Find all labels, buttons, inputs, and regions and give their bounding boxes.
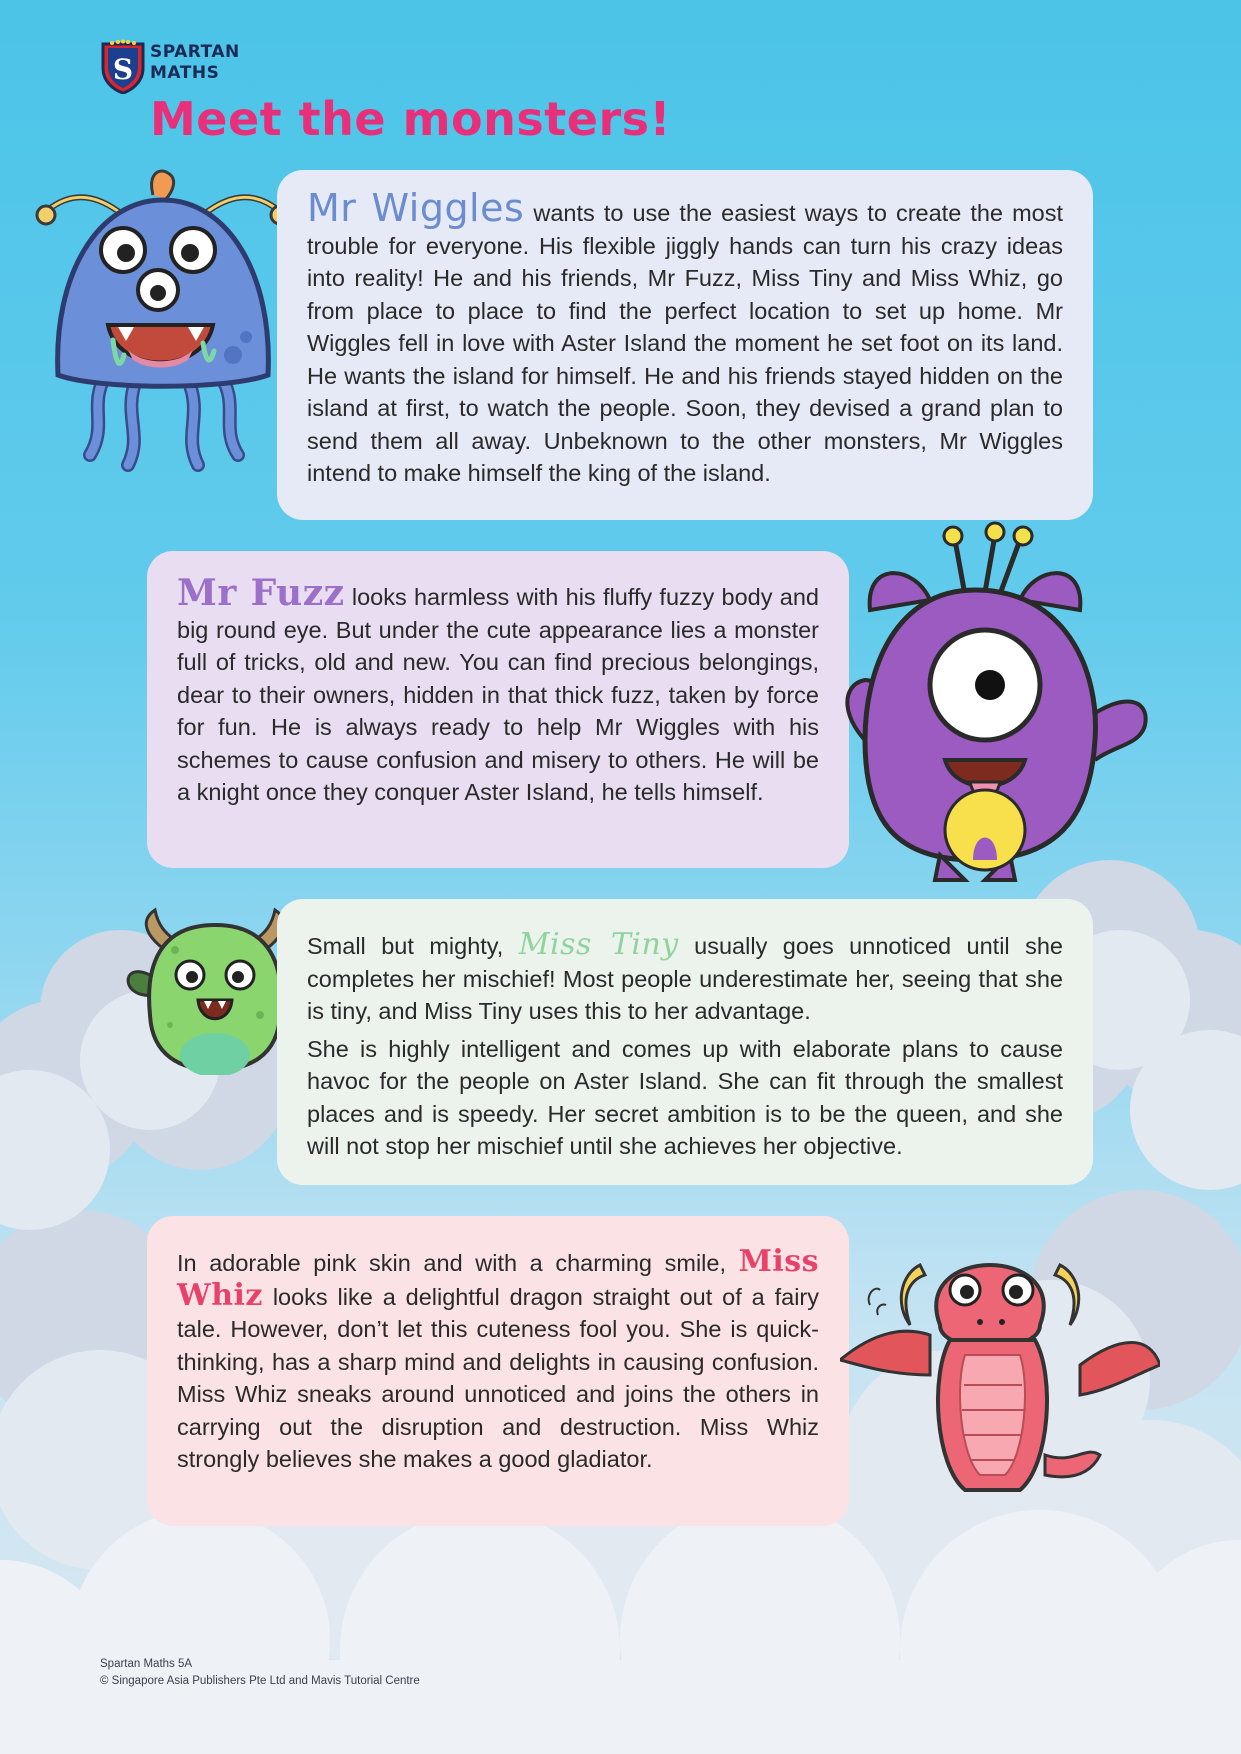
miss-whiz-text: looks like a delightful dragon straight out of a fairy tale. However, don’t let this cuteness fool you. She is quick-thinking, has a sharp mind and delights in causing confusion. Miss Whiz sneaks around unnoticed and joins the others in carrying out the disruption and destruction. Miss Whiz strongly believes she makes a good gladiator. xyxy=(177,1283,819,1472)
miss-tiny-name: Miss Tiny xyxy=(518,927,679,962)
mr-wiggles-name: Mr Wiggles xyxy=(307,186,525,230)
spartan-maths-logo xyxy=(100,38,240,94)
miss-tiny-description-2: She is highly intelligent and comes up with elaborate plans to cause havoc for the people on Aster Island. She can fit through the smallest places and is speedy. Her secret ambition is to be the queen, and she will not stop her mischief until she achieves her objective. xyxy=(307,1035,1063,1159)
mr-fuzz-description xyxy=(177,572,819,809)
mr-fuzz-name: Mr Fuzz xyxy=(177,572,345,614)
mr-fuzz-text: looks harmless with his fluffy fuzzy body and big round eye. But under the cute appearance lies a monster full of tricks, old and new. You can find precious belongings, dear to their owners, hidden in that thick fuzz, taken by force for fun. He is always ready to help Mr Wiggles with his schemes to cause confusion and misery to others. He will be a knight once they conquer Aster Island, he tells himself. xyxy=(177,584,819,805)
miss-whiz-card xyxy=(147,1216,849,1526)
miss-tiny-text: usually goes unnoticed until she completes her mischief! Most people underestimate her, seeing that she is tiny, and Miss Tiny uses this to her advantage. xyxy=(307,933,1063,1024)
footer-copyright: © Singapore Asia Publishers Pte Ltd and Mavis Tutorial Centre xyxy=(100,1675,420,1687)
logo-text xyxy=(150,42,240,84)
logo-line-2: MATHS xyxy=(150,63,220,83)
mr-fuzz-card xyxy=(147,551,849,868)
mr-wiggles-description xyxy=(307,186,1063,490)
footer xyxy=(100,1656,420,1690)
logo-line-1: SPARTAN xyxy=(150,42,240,62)
mr-wiggles-card xyxy=(277,170,1093,520)
shield-logo-icon xyxy=(100,38,146,94)
svg-text:S: S xyxy=(112,53,134,86)
miss-tiny-description xyxy=(307,929,1063,1028)
mr-wiggles-monster-icon xyxy=(28,165,298,475)
mr-fuzz-monster-icon xyxy=(835,520,1155,900)
miss-tiny-text-before: Small but mighty, xyxy=(307,933,519,959)
page-title: Meet the monsters! xyxy=(150,92,672,146)
mr-wiggles-text: wants to use the easiest ways to create the most trouble for everyone. His flexible jiggly hands can turn his crazy ideas into reality! He and his friends, Mr Fuzz, Miss Tiny and Miss Whiz, go from place to place to find the perfect location to set up home. Mr Wiggles fell in love with Aster Island the moment he set foot on its land. He wants the island for himself. He and his friends stayed hidden on the island at first, to watch the people. Soon, they devised a grand plan to send them all away. Unbeknown to the other monsters, Mr Wiggles intend to make himself the king of the island. xyxy=(307,200,1063,486)
footer-book-title: Spartan Maths 5A xyxy=(100,1658,193,1670)
miss-whiz-name: Miss Whiz xyxy=(177,1244,819,1313)
miss-whiz-description xyxy=(177,1246,819,1476)
miss-whiz-text-before: In adorable pink skin and with a charming smile, xyxy=(177,1250,739,1276)
miss-whiz-dragon-icon xyxy=(840,1225,1160,1505)
miss-tiny-card xyxy=(277,899,1093,1185)
